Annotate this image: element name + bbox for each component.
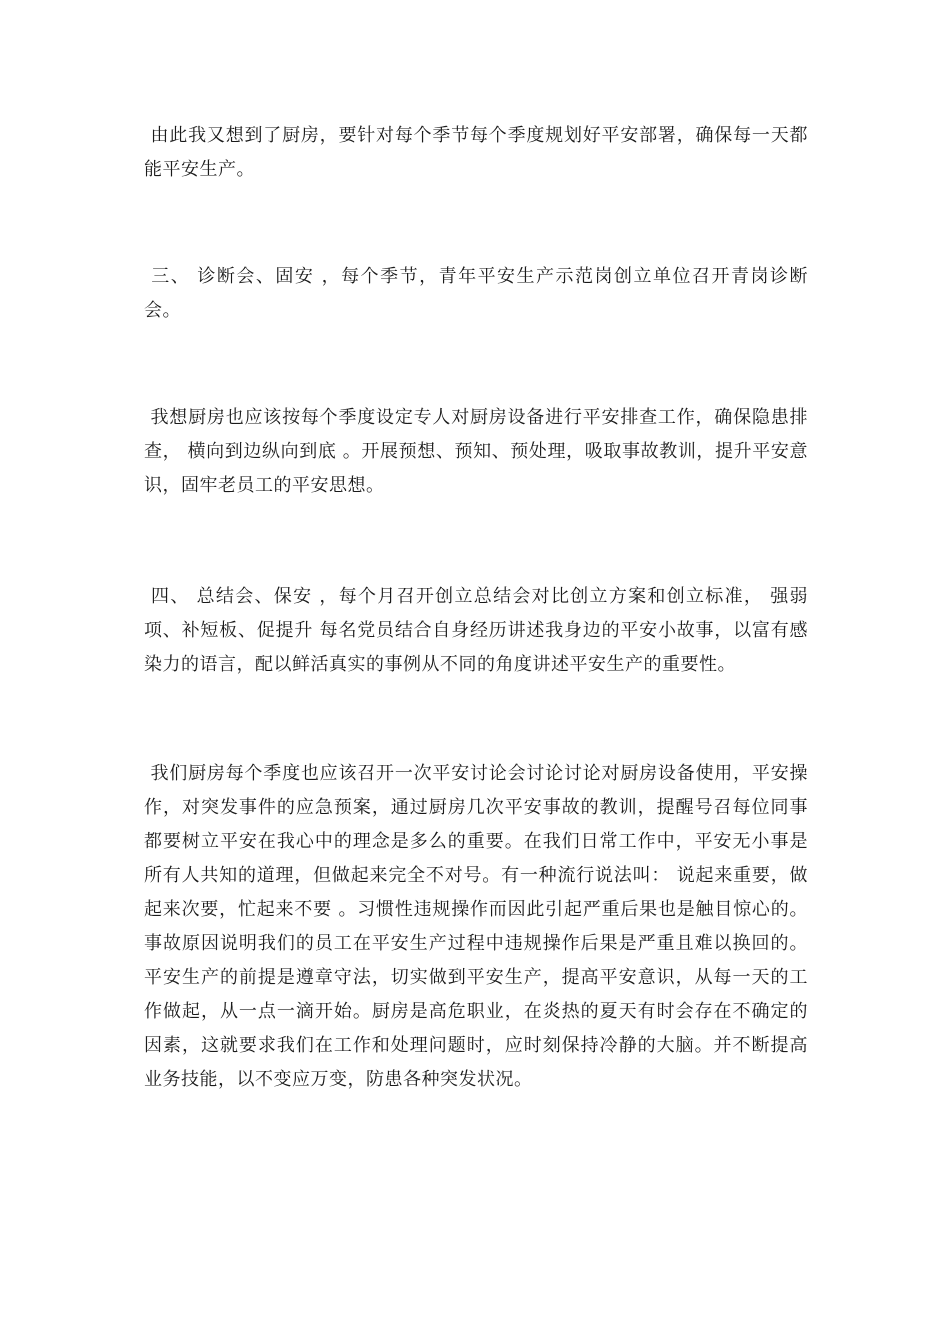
paragraph-section-four-summary: 四、 总结会、保安 ，每个月召开创立总结会对比创立方案和创立标准， 强弱项、补短板、促提升 每名党员结合自身经历讲述我身边的平安小故事，以富有感染力的语言，配以鲜活真实的事例从不同的角度讲述平安生产的重要性。 (144, 586, 808, 675)
paragraph-section-three-diagnosis: 三、 诊断会、固安 ，每个季节，青年平安生产示范岗创立单位召开青岗诊断会。 (144, 266, 808, 321)
paragraph-kitchen-inspection: 我想厨房也应该按每个季度设定专人对厨房设备进行平安排查工作，确保隐患排查， 横向到边纵向到底 。开展预想、预知、预处理，吸取事故教训，提升平安意识，固牢老员工的平安思想。 (144, 407, 808, 496)
paragraph-kitchen-safety-meeting: 我们厨房每个季度也应该召开一次平安讨论会讨论讨论对厨房设备使用，平安操作，对突发事件的应急预案，通过厨房几次平安事故的教训，提醒号召每位同事都要树立平安在我心中的理念是多么的重要。在我们日常工作中，平安无小事是所有人共知的道理，但做起来完全不对号。有一种流行说法叫： 说起来重要，做起来次要，忙起来不要 。习惯性违规操作而因此引起严重后果也是触目惊心的。事故原因说明我们的员工在平安生产过程中违规操作后果是严重且难以换回的。平安生产的前提是遵章守法，切实做到平安生产，提高平安意识，从每一天的工作做起，从一点一滴开始。厨房是高危职业，在炎热的夏天有时会存在不确定的因素，这就要求我们在工作和处理问题时，应时刻保持冷静的大脑。并不断提高业务技能，以不变应万变，防患各种突发状况。 (144, 763, 808, 1090)
paragraph-kitchen-seasonal-plan: 由此我又想到了厨房，要针对每个季节每个季度规划好平安部署，确保每一天都能平安生产。 (144, 125, 808, 180)
